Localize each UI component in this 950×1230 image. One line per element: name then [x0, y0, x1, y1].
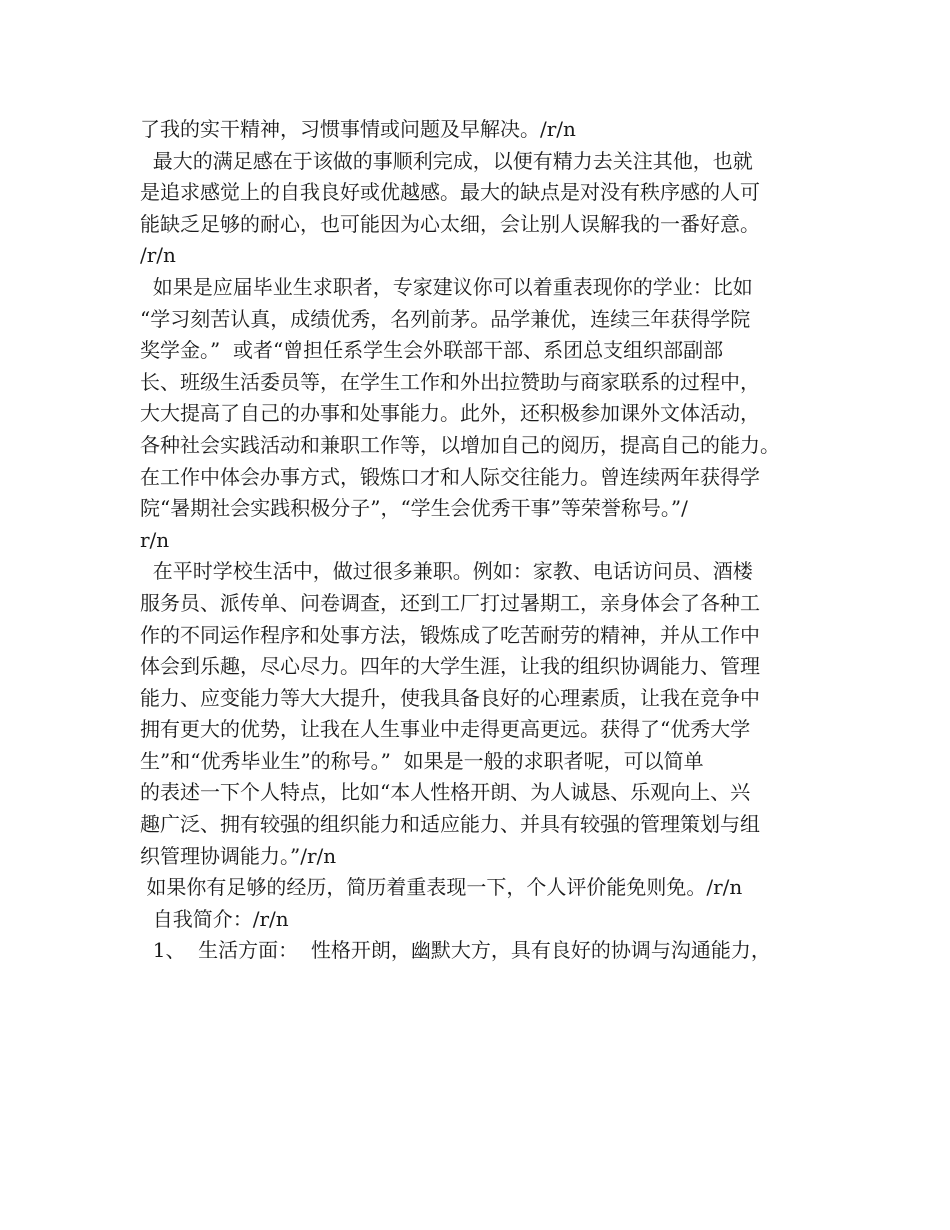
text-line: 长、班级生活委员等，在学生工作和外出拉赞助与商家联系的过程中， — [140, 369, 760, 394]
text-line: 院“暑期社会实践积极分子”，“学生会优秀干事”等荣誉称号。”/ — [140, 496, 688, 521]
text-line: 拥有更大的优势，让我在人生事业中走得更高更远。获得了“优秀大学 — [140, 717, 751, 742]
text-line: 奖学金。” 或者“曾担任系学生会外联部干部、系团总支组织部副部 — [140, 338, 724, 363]
text-line: 大大提高了自己的办事和处事能力。此外，还积极参加课外文体活动， — [140, 401, 760, 426]
text-line: 1、 生活方面： 性格开朗，幽默大方，具有良好的协调与沟通能力， — [140, 938, 771, 963]
text-line: 在工作中体会办事方式，锻炼口才和人际交往能力。曾连续两年获得学 — [140, 464, 760, 489]
text-line: 如果你有足够的经历，简历着重表现一下，个人评价能免则免。/r/n — [140, 875, 743, 900]
text-line: 服务员、派传单、问卷调查，还到工厂打过暑期工，亲身体会了各种工 — [140, 590, 760, 615]
text-line: 各种社会实践活动和兼职工作等，以增加自己的阅历，提高自己的能力。 — [140, 432, 780, 457]
text-line: 作的不同运作程序和处事方法，锻炼成了吃苦耐劳的精神，并从工作中 — [140, 622, 760, 647]
text-line: 在平时学校生活中，做过很多兼职。例如：家教、电话访问员、酒楼 — [140, 559, 753, 584]
text-line: r/n — [140, 527, 170, 552]
text-line: 如果是应届毕业生求职者，专家建议你可以着重表现你的学业：比如 — [140, 274, 753, 299]
text-line: 能缺乏足够的耐心，也可能因为心太细，会让别人误解我的一番好意。 — [140, 211, 760, 236]
text-line: 的表述一下个人特点，比如“本人性格开朗、为人诚恳、乐观向上、兴 — [140, 780, 751, 805]
text-line: 织管理协调能力。”/r/n — [140, 843, 337, 868]
text-line: “学习刻苦认真，成绩优秀，名列前茅。品学兼优，连续三年获得学院 — [140, 306, 751, 331]
text-line: 生”和“优秀毕业生”的称号。” 如果是一般的求职者呢，可以简单 — [140, 748, 704, 773]
text-line: 体会到乐趣，尽心尽力。四年的大学生涯，让我的组织协调能力、管理 — [140, 654, 760, 679]
text-line: 趣广泛、拥有较强的组织能力和适应能力、并具有较强的管理策划与组 — [140, 812, 760, 837]
text-line: 了我的实干精神，习惯事情或问题及早解决。/r/n — [140, 117, 576, 141]
text-line: /r/n — [140, 243, 176, 268]
text-line: 最大的满足感在于该做的事顺利完成，以便有精力去关注其他，也就 — [140, 148, 753, 173]
text-line: 自我简介：/r/n — [140, 906, 289, 931]
text-line: 是追求感觉上的自我良好或优越感。最大的缺点是对没有秩序感的人可 — [140, 180, 760, 205]
text-line: 能力、应变能力等大大提升，使我具备良好的心理素质，让我在竞争中 — [140, 685, 760, 710]
document-body — [140, 114, 830, 967]
